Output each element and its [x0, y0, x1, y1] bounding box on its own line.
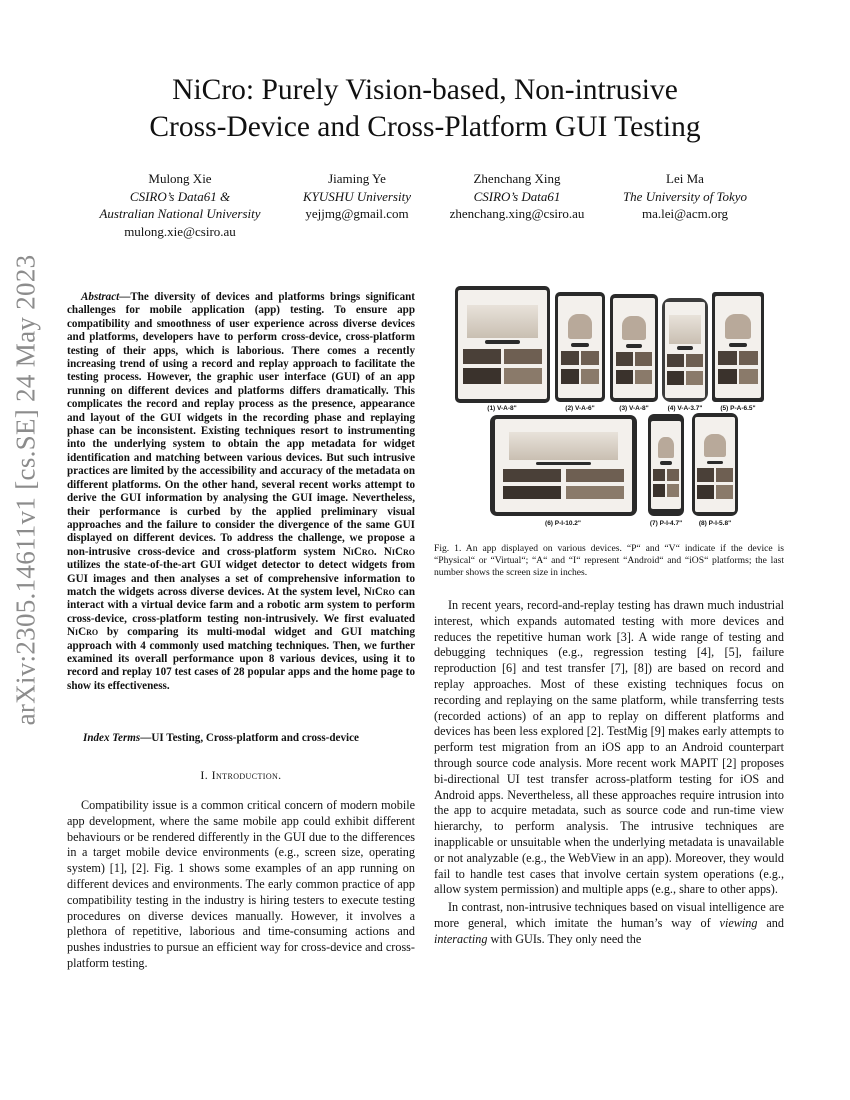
abstract-text: by comparing its multi-modal widget and GUI matching approach with 4 commonly used matching techniques. Then, we further examined its overall performance upon 8 various devices, using it to record and replay 107 test cases of 28 popular apps and the home page to show its effectiveness. — [67, 626, 415, 692]
author-affiliation: KYUSHU University — [303, 188, 411, 204]
arxiv-identifier-text: arXiv:2305.14611v1 [cs.SE] 24 May 2023 — [10, 254, 41, 726]
device-label: (7) P-I-4.7" — [649, 520, 683, 527]
author-email: ma.lei@acm.org — [641, 206, 729, 221]
device-mockup-7 — [648, 414, 684, 516]
paragraph-text: In contrast, non-intrusive techniques based on visual intelligence are more general, which imitate the human’s way of — [434, 900, 784, 930]
device-label: (1) V-A-8" — [487, 405, 517, 412]
abstract-text: —The diversity of devices and platforms brings significant challenges for mobile application (app) testing. To ensure app compatibility and smoothness of user experience across diverse devices and platforms, developers have to perform cross-device, cross-platform testing of their apps, which is laborious. There comes a recently increasing trend of using a record and replay approach to facilitate the testing process. However, the graphic user interface (GUI) of an app running on different devices and platforms differs dramatically. This complicates the record and replay process as the presence, appearance and layout of the GUI widgets in the recording phase and replaying phase can be inconsistent. Existing techniques resort to instrumenting into the underlying system to obtain the app metadata for widget identification and matching between various devices. But such intrusive practices are limited by the accessibility and accuracy of the metadata on different platforms. On the other hand, several recent works attempt to derive the GUI information by analysing the GUI image. Nevertheless, their performance is curbed by the applied preliminary visual approaches and the failure to consider the divergence of the same GUI displayed on different devices. To address the challenge, we propose a non-intrusive cross-device and cross-platform system — [67, 291, 415, 558]
paragraph: In recent years, record-and-replay testing has drawn much industrial interest, which expands automated testing with more devices and reduces the repetitive human work [3]. A wide range of testing and debugging techniques (e.g., regression testing [4], [5], failure reproduction [6] and test transfer [7], [8]) are based on record and replay approaches. Most of these existing techniques focus on recording and replaying on the same platform, while transferring tests (recorded actions) of an app to replay on different platforms and devices has been less explored [2]. TestMig [9] makes early attempts to perform test migration from an iOS app to an Android counterpart through source code analysis. More recent work MAPIT [2] proposes bi-directional UI test transfer across-platform testing for iOS and Android apps. Nevertheless, all these approaches require intrusion into the app to acquire metadata, such as source code and run-time view hierarchy, to perform analysis. The intrusive techniques are inapplicable or unsuitable when the underlying metadata is unavailable or not analyzable (e.g., the WebView in an app). Moreover, they would fail to handle test cases that involve certain system operations (e.g., allow system permission) and multiple apps (e.g., share to other apps). — [434, 598, 784, 897]
abstract-lead: Abstract — [81, 291, 120, 303]
device-label: (2) V-A-6" — [565, 405, 595, 412]
author-name: Mulong Xie — [148, 171, 212, 186]
paragraph-text: and — [757, 915, 784, 930]
author-affiliation: CSIRO’s Data61 & — [129, 188, 231, 204]
abstract-text: utilizes the state-of-the-art GUI widget detector to detect widgets from GUI images and then analyses a set of comprehensive information to match the widgets across diverse devices. At the system level, — [67, 559, 415, 598]
section-heading — [67, 768, 415, 783]
section-numeral: I. — [200, 768, 212, 782]
device-label: (4) V-A-3.7" — [667, 405, 703, 412]
author-affiliation: The University of Tokyo — [622, 188, 748, 204]
index-terms-text: —UI Testing, Cross-platform and cross-device — [140, 732, 359, 744]
abstract — [67, 291, 415, 693]
title-line-2: Cross-Device and Cross-Platform GUI Testing — [149, 111, 701, 143]
device-mockup-2 — [555, 292, 605, 402]
paper-title — [60, 72, 790, 146]
device-label: (8) P-I-5.8" — [698, 520, 732, 527]
device-mockup-6 — [490, 415, 637, 516]
paragraph-text: with GUIs. They only need the — [487, 931, 642, 946]
title-line-1: NiCro: Purely Vision-based, Non-intrusive — [172, 74, 678, 106]
emphasis-viewing: viewing — [719, 915, 758, 930]
device-mockup-5 — [712, 292, 764, 402]
device-mockup-4 — [662, 298, 708, 402]
system-name: NiCro — [363, 585, 395, 598]
system-name: NiCro — [342, 545, 374, 558]
author-email: zhenchang.xing@csiro.au — [449, 206, 585, 221]
device-mockup-3 — [610, 294, 658, 402]
author-name: Zhenchang Xing — [473, 171, 561, 186]
abstract-text: can interact with a virtual device farm and a robotic arm system to perform cross-device, cross-platform testing non-intrusively. We first evaluated — [67, 585, 415, 625]
author-block-1 — [80, 170, 280, 240]
index-terms-lead: Index Terms — [83, 732, 141, 744]
author-email: mulong.xie@csiro.au — [124, 223, 236, 239]
emphasis-interacting: interacting — [434, 931, 488, 946]
abstract-text: . — [373, 545, 384, 558]
author-affiliation: Australian National University — [99, 206, 261, 221]
device-label: (6) P-I-10.2" — [545, 520, 581, 527]
author-name: Lei Ma — [666, 171, 704, 186]
intro-right-column — [434, 598, 784, 950]
paragraph — [434, 900, 784, 947]
author-block-4 — [585, 170, 785, 223]
index-terms — [67, 732, 415, 745]
intro-left-column — [67, 798, 415, 972]
author-name: Jiaming Ye — [328, 171, 386, 186]
figure-1 — [450, 282, 768, 534]
author-email: yejjmg@gmail.com — [305, 206, 409, 221]
author-affiliation: CSIRO’s Data61 — [473, 188, 561, 204]
device-mockup-1 — [455, 286, 550, 403]
device-mockup-8 — [692, 413, 738, 516]
figure-caption: Fig. 1. An app displayed on various devices. “P“ and “V“ indicate if the device is “Physical“ or “Virtual“; “A“ and “I“ represent “Android“ and “iOS“ platforms; the last number shows the screen size in inches. — [434, 543, 784, 579]
device-label: (5) P-A-6.5" — [720, 405, 756, 412]
system-name: NiCro — [67, 626, 99, 639]
system-name: NiCro — [383, 545, 416, 558]
arxiv-identifier — [4, 254, 48, 726]
section-title: Introduction. — [211, 768, 282, 782]
paragraph: Compatibility issue is a common critical concern of modern mobile app development, where the same mobile app could exhibit different behaviours or be rendered differently in the GUI due to the differences in a target mobile device environments (e.g., screen size, operating system) [1], [2]. Fig. 1 shows some examples of an app running on different devices and environments. The early common practice of app compatibility testing in the industry is hiring testers to execute testing procedures on diverse devices manually. However, it involves a plethora of repetitive, laborious and time-consuming actions and pushes industries to pursue an efficient way for cross-device and cross-platform testing. — [67, 798, 415, 970]
device-label: (3) V-A-8" — [619, 405, 649, 412]
